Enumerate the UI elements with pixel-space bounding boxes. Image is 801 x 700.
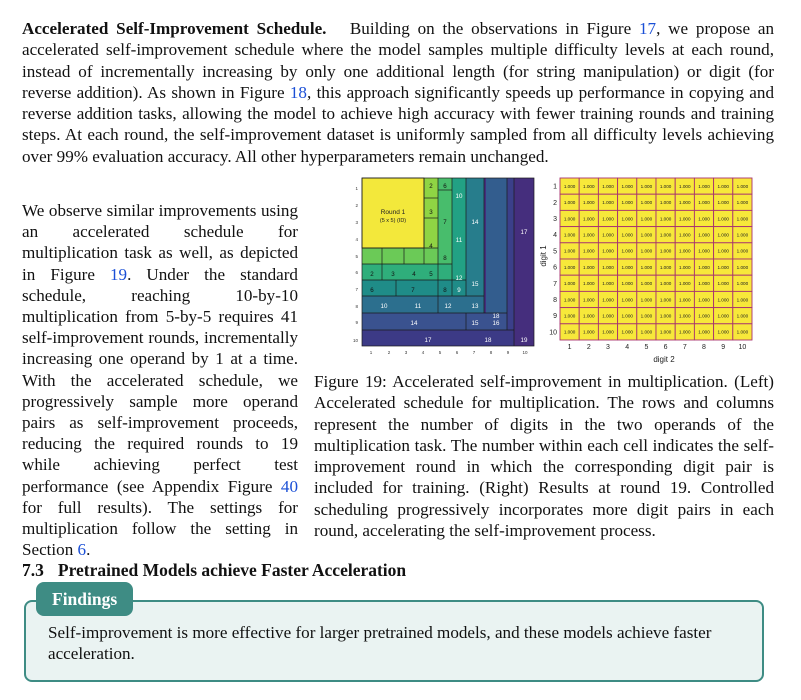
y-tick-2: 2 [355, 203, 358, 208]
heatmap-cell-value: 1.000 [563, 281, 576, 287]
left-text-1: We observe similar improvements using an accelerated schedule for multiplication task as well, as depicted in Figure [22, 201, 298, 284]
section-title: Pretrained Models achieve Faster Acceleration [57, 560, 407, 580]
heatmap-cell-value: 1.000 [679, 183, 691, 189]
x-tick-1: 1 [369, 350, 373, 355]
y-tick-5: 5 [355, 254, 358, 259]
heatmap-cell-value: 1.000 [621, 216, 633, 222]
heatmap-cell-value: 1.000 [736, 232, 749, 238]
round-15-cell-col: 15 [471, 281, 479, 288]
y-tick-6: 6 [355, 270, 358, 275]
round-9-cell: 9 [457, 287, 461, 294]
heatmap-cell-value: 1.000 [583, 329, 595, 335]
heatmap-cell-value: 1.000 [679, 264, 691, 270]
heatmap-cell-value: 1.000 [736, 200, 749, 206]
heatmap-cell-value: 1.000 [679, 216, 691, 222]
heatmap-x-tick: 6 [663, 344, 668, 351]
x-tick-8: 8 [489, 350, 493, 355]
findings-tag: Findings [36, 582, 133, 616]
heatmap-cell-value: 1.000 [736, 183, 749, 189]
heatmap-cell-value: 1.000 [583, 216, 595, 222]
round1-sublabel: (5 x 5) (ID) [379, 218, 407, 224]
x-tick-9: 9 [506, 350, 510, 355]
heatmap-cell-value: 1.000 [698, 297, 710, 303]
heatmap-cell-value: 1.000 [659, 183, 672, 189]
round-14-cell-row: 14 [410, 320, 418, 327]
heatmap-cell-value: 1.000 [583, 232, 595, 238]
heatmap-cell-value: 1.000 [621, 232, 633, 238]
heatmap-cell-value: 1.000 [679, 329, 691, 335]
heatmap-cell-value: 1.000 [621, 297, 633, 303]
heatmap-y-tick: 3 [553, 216, 557, 223]
heatmap-xlabel: digit 2 [653, 355, 675, 364]
x-tick-10: 10 [522, 350, 528, 355]
round-12-cell-row: 12 [444, 303, 452, 310]
heatmap-cell-value: 1.000 [698, 313, 710, 319]
round-8-cell-row: 8 [443, 287, 447, 294]
round-5-cell: 5 [429, 271, 433, 278]
y-tick-1: 1 [355, 186, 358, 191]
heatmap-cell-value: 1.000 [717, 232, 729, 238]
heatmap-x-tick: 8 [702, 344, 706, 351]
heatmap-cell-value: 1.000 [736, 297, 749, 303]
heatmap-y-tick: 9 [553, 313, 557, 321]
x-tick-5: 5 [438, 350, 442, 355]
heatmap-cell-value: 1.000 [698, 248, 710, 254]
heatmap-x-tick: 4 [625, 344, 630, 351]
results-heatmap [540, 172, 774, 364]
round-18-cell-row: 18 [484, 337, 492, 344]
heatmap-cell-value: 1.000 [563, 183, 576, 189]
heatmap-cell-value: 1.000 [583, 297, 595, 303]
round-14-cell-col: 14 [471, 219, 479, 226]
heatmap-cell-value: 1.000 [583, 248, 595, 254]
heatmap-cell-value: 1.000 [679, 200, 691, 206]
heatmap-y-tick: 2 [553, 199, 557, 207]
heatmap-cell-value: 1.000 [717, 248, 729, 254]
heatmap-cell-value: 1.000 [659, 313, 672, 319]
heatmap-cell-value: 1.000 [679, 313, 691, 319]
accelerated-schedule-figure [338, 172, 536, 368]
heatmap-cell-value: 1.000 [640, 297, 653, 303]
heatmap-y-tick: 1 [553, 183, 557, 191]
heatmap-cell-value: 1.000 [717, 183, 729, 189]
heatmap-cell-value: 1.000 [602, 297, 614, 303]
round-7-cell: 7 [443, 219, 447, 226]
heatmap-cell-value: 1.000 [621, 281, 633, 287]
heatmap-cell-value: 1.000 [659, 232, 672, 238]
heatmap-cell-value: 1.000 [563, 200, 576, 206]
round-11-cell-row: 11 [414, 303, 422, 310]
left-text-2: . Under the standard schedule, reaching 10-by-10 multiplication from 5-by-5 requires 41 self-improvement rounds, incrementally increasing one operand by 1 at a time. With the accelerated schedule, we progressively sample more operand pairs as self-improvement proceeds, reducing the required rounds to 19 while achieving perfect test performance (see Appendix Figure [22, 264, 298, 496]
heatmap-cell-value: 1.000 [640, 200, 653, 206]
caption-label: Figure 19: [314, 372, 387, 391]
heatmap-cell-value: 1.000 [679, 281, 691, 287]
section-number: 7.3 [22, 560, 44, 580]
y-tick-7: 7 [355, 287, 358, 292]
heatmap-cell-value: 1.000 [563, 248, 576, 254]
heatmap-cell-value: 1.000 [717, 297, 729, 303]
findings-text: Self-improvement is more effective for larger pretrained models, and these models achieve faster acceleration. [48, 623, 712, 664]
heatmap-cell-value: 1.000 [602, 281, 614, 287]
heatmap-cell-value: 1.000 [736, 329, 749, 335]
round-4-cell-col: 4 [429, 243, 433, 250]
heatmap-cell-value: 1.000 [698, 281, 710, 287]
heatmap-cell-value: 1.000 [640, 281, 653, 287]
heatmap-y-tick: 7 [553, 280, 557, 288]
heatmap-cell-value: 1.000 [640, 248, 653, 254]
round-17-cell-col: 17 [520, 229, 528, 236]
left-text-4: . [86, 540, 91, 560]
heatmap-cell-value: 1.000 [583, 281, 595, 287]
x-tick-6: 6 [455, 350, 459, 355]
round-2-cell: 2 [429, 183, 433, 190]
heatmap-cell-value: 1.000 [602, 264, 614, 270]
round-10-cell-top: 10 [455, 193, 463, 200]
heatmap-cell-value: 1.000 [679, 248, 691, 254]
round-12-cell: 12 [455, 275, 463, 282]
heatmap-cell-value: 1.000 [640, 232, 653, 238]
heatmap-x-tick: 7 [682, 344, 687, 351]
heatmap-cell-value: 1.000 [736, 216, 749, 222]
intro-heading: Accelerated Self-Improvement Schedule. [22, 19, 327, 38]
heatmap-y-tick: 8 [553, 297, 557, 304]
heatmap-cell-value: 1.000 [583, 264, 595, 270]
heatmap-cell-value: 1.000 [698, 216, 710, 222]
round-7-cell-row: 7 [411, 287, 415, 294]
intro-text-2: , we propose an accelerated self-improvement schedule where the model samples multiple difficulty levels at each round, instead of incrementally increasing by only one additional length (for string manipulation) or digit (for reverse addition). As shown in Figure [22, 19, 774, 102]
round-3-cell-col: 3 [429, 209, 433, 216]
heatmap-cell-value: 1.000 [698, 232, 710, 238]
figure-caption [314, 371, 774, 541]
intro-text-1: Building on the observations in Figure [349, 19, 639, 38]
round-4-cell-row: 4 [412, 271, 416, 278]
heatmap-cell-value: 1.000 [698, 200, 710, 206]
round-3-cell-row: 3 [391, 271, 395, 278]
heatmap-cell-value: 1.000 [659, 248, 672, 254]
heatmap-cell-value: 1.000 [602, 183, 614, 189]
heatmap-cell-value: 1.000 [659, 264, 672, 270]
round-17-cell-row: 17 [424, 337, 432, 344]
x-tick-4: 4 [421, 350, 425, 355]
heatmap-cell-value: 1.000 [563, 232, 576, 238]
heatmap-cell-value: 1.000 [583, 313, 595, 319]
heatmap-cell-value: 1.000 [640, 216, 653, 222]
round-11-cell-col: 11 [455, 237, 463, 244]
heatmap-cell-value: 1.000 [563, 264, 576, 270]
figure-18-link[interactable]: 18 [289, 82, 307, 102]
heatmap-cell-value: 1.000 [717, 216, 729, 222]
heatmap-x-tick: 1 [567, 344, 572, 351]
caption-text: Accelerated self-improvement in multiplication. (Left) Accelerated schedule for multiplication. The rows and columns represent the number of digits in the two operands of the multiplication task. The number within each cell indicates the self-improvement round in which the corresponding digit pair is included for training. (Right) Results at round 19. Controlled scheduling progressively incorporates more digit pairs in each round, accelerating the self-improvement process. [314, 372, 774, 541]
round1-label: Round 1 [380, 209, 406, 216]
round-19-cell: 19 [520, 337, 528, 344]
heatmap-x-tick: 5 [644, 344, 649, 351]
round-13-cell: 13 [471, 303, 479, 310]
round-15-cell-row: 15 [471, 320, 479, 327]
heatmap-cell-value: 1.000 [583, 183, 595, 189]
heatmap-cell-value: 1.000 [717, 200, 729, 206]
round-6-cell-row: 6 [370, 287, 374, 294]
heatmap-cell-value: 1.000 [717, 264, 729, 270]
heatmap-y-tick: 10 [549, 329, 557, 337]
heatmap-cell-value: 1.000 [659, 200, 672, 206]
round-18-cell-col: 18 [492, 313, 500, 320]
heatmap-cell-value: 1.000 [736, 248, 749, 254]
y-tick-9: 9 [355, 320, 358, 325]
x-tick-2: 2 [387, 350, 391, 355]
heatmap-y-tick: 5 [553, 248, 557, 256]
left-column-paragraph [22, 200, 298, 560]
heatmap-cell-value: 1.000 [640, 313, 653, 319]
heatmap-y-tick: 6 [553, 264, 557, 272]
section-6-link[interactable]: 6 [77, 540, 87, 560]
figure-40-link[interactable]: 40 [280, 476, 298, 496]
heatmap-cell-value: 1.000 [602, 313, 614, 319]
y-tick-4: 4 [355, 237, 358, 242]
heatmap-cell-value: 1.000 [621, 248, 633, 254]
heatmap-cell-value: 1.000 [602, 216, 614, 222]
heatmap-cell-value: 1.000 [736, 281, 749, 287]
heatmap-cell-value: 1.000 [563, 297, 576, 303]
heatmap-cell-value: 1.000 [621, 313, 633, 319]
heatmap-cell-value: 1.000 [640, 183, 653, 189]
heatmap-cell-value: 1.000 [679, 297, 691, 303]
round-10-cell-row: 10 [380, 303, 388, 310]
section-heading [22, 560, 406, 581]
heatmap-x-tick: 2 [586, 344, 591, 351]
heatmap-cell-value: 1.000 [640, 329, 653, 335]
heatmap-cell-value: 1.000 [717, 281, 729, 287]
round-6-cell-top: 6 [443, 183, 447, 190]
heatmap-cell-value: 1.000 [698, 329, 710, 335]
heatmap-y-tick: 4 [553, 232, 557, 240]
heatmap-cell-value: 1.000 [640, 264, 653, 270]
heatmap-cell-value: 1.000 [563, 313, 576, 319]
heatmap-cell-value: 1.000 [717, 313, 729, 319]
heatmap-cell-value: 1.000 [602, 200, 614, 206]
left-text-3: for full results). The settings for multiplication follow the setting in Section [22, 497, 298, 560]
heatmap-cell-value: 1.000 [621, 183, 633, 189]
heatmap-x-tick: 9 [721, 344, 726, 351]
intro-paragraph [22, 18, 774, 167]
x-tick-3: 3 [404, 350, 408, 355]
heatmap-cell-value: 1.000 [659, 216, 672, 222]
figure-17-link[interactable]: 17 [638, 19, 657, 38]
heatmap-cell-value: 1.000 [659, 329, 672, 335]
y-tick-8: 8 [355, 304, 358, 309]
heatmap-cell-value: 1.000 [602, 248, 614, 254]
x-tick-7: 7 [472, 350, 476, 355]
heatmap-cell-value: 1.000 [602, 232, 614, 238]
heatmap-cells [549, 178, 752, 351]
y-tick-3: 3 [355, 220, 358, 225]
heatmap-cell-value: 1.000 [679, 232, 691, 238]
heatmap-cell-value: 1.000 [698, 183, 710, 189]
heatmap-cell-value: 1.000 [621, 264, 633, 270]
heatmap-cell-value: 1.000 [717, 329, 729, 335]
round-2-cell-row: 2 [370, 271, 374, 278]
heatmap-cell-value: 1.000 [698, 264, 710, 270]
heatmap-x-tick: 10 [738, 344, 747, 351]
heatmap-x-tick: 3 [606, 344, 610, 351]
heatmap-cell-value: 1.000 [563, 329, 576, 335]
heatmap-cell-value: 1.000 [563, 216, 576, 222]
heatmap-cell-value: 1.000 [659, 297, 672, 303]
figure-19-link[interactable]: 19 [110, 264, 128, 284]
round-8-cell-col: 8 [443, 255, 447, 262]
heatmap-cell-value: 1.000 [736, 313, 749, 319]
heatmap-cell-value: 1.000 [621, 200, 633, 206]
heatmap-cell-value: 1.000 [602, 329, 614, 335]
heatmap-cell-value: 1.000 [736, 264, 749, 270]
round-16-cell: 16 [492, 320, 500, 327]
heatmap-cell-value: 1.000 [621, 329, 633, 335]
heatmap-cell-value: 1.000 [659, 281, 672, 287]
y-tick-10: 10 [352, 338, 358, 343]
intro-text-3: , this approach significantly speeds up performance in copying and reverse addition tasks, allowing the model to achieve high accuracy with fewer training rounds and training steps. At each round, the self-improvement dataset is uniformly sampled from all difficulty levels achieving over 99% evaluation accuracy. All other hyperparameters remain unchanged. [22, 82, 774, 166]
heatmap-ylabel: digit 1 [539, 245, 548, 267]
heatmap-cell-value: 1.000 [583, 200, 595, 206]
